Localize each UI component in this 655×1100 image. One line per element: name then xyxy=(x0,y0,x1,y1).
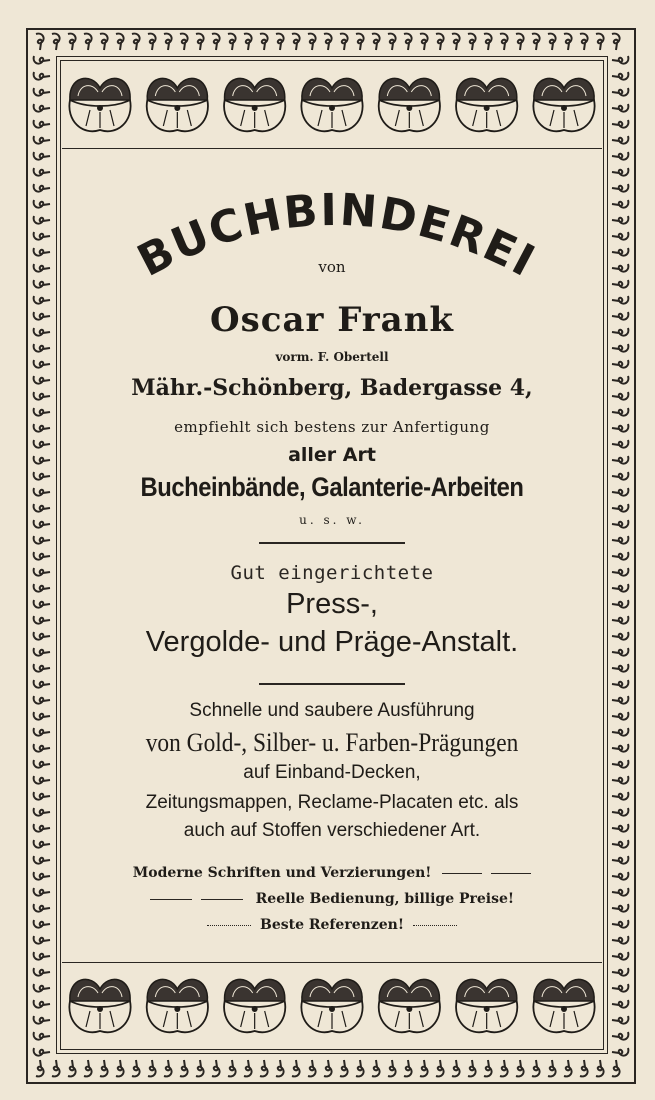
curl-ornament xyxy=(612,216,628,224)
curl-ornament xyxy=(34,216,50,224)
curl-ornament xyxy=(612,1016,628,1024)
top-ornament-strip xyxy=(30,30,632,52)
curl-ornament xyxy=(612,248,628,256)
curl-ornament xyxy=(34,312,50,320)
curl-ornament xyxy=(34,120,50,128)
curl-ornament xyxy=(34,104,50,112)
curl-ornament xyxy=(180,34,188,50)
curl-ornament xyxy=(276,34,284,50)
curl-ornament xyxy=(612,584,628,592)
stamping-text: von Gold-, Silber- u. Farben-Prägungen xyxy=(145,728,519,757)
curl-ornament xyxy=(500,34,508,50)
curl-ornament xyxy=(34,1000,50,1008)
curl-ornament xyxy=(612,312,628,320)
curl-ornament xyxy=(612,504,628,512)
bottom-flower-band xyxy=(62,965,602,1049)
curl-ornament xyxy=(34,696,50,704)
equipped-text: Gut eingerichtete xyxy=(230,562,434,584)
curl-ornament xyxy=(34,344,50,352)
curl-ornament xyxy=(612,408,628,416)
curl-ornament xyxy=(500,1060,508,1076)
curl-ornament xyxy=(612,280,628,288)
curl-ornament xyxy=(612,696,628,704)
right-ornament-strip xyxy=(608,52,632,1058)
curl-ornament xyxy=(612,664,628,672)
curl-ornament xyxy=(34,792,50,800)
curl-ornament xyxy=(34,856,50,864)
flower-ornament xyxy=(224,979,285,1032)
flower-ornament xyxy=(147,78,208,131)
references-text xyxy=(62,917,602,933)
curl-ornament xyxy=(34,744,50,752)
curl-ornament xyxy=(612,648,628,656)
curl-ornament xyxy=(580,34,588,50)
curl-ornament xyxy=(34,392,50,400)
dash-line xyxy=(207,925,251,926)
curl-ornament xyxy=(34,56,50,64)
curl-ornament xyxy=(34,584,50,592)
curl-ornament xyxy=(420,34,428,50)
curl-ornament xyxy=(34,616,50,624)
curl-ornament xyxy=(612,888,628,896)
curl-ornament xyxy=(612,200,628,208)
left-ornament-strip xyxy=(30,52,54,1058)
curl-ornament xyxy=(612,1048,628,1056)
curl-ornament xyxy=(612,88,628,96)
curl-ornament xyxy=(292,34,300,50)
curl-ornament xyxy=(100,1060,108,1076)
curl-ornament xyxy=(212,1060,220,1076)
curl-ornament xyxy=(596,1060,604,1076)
curl-ornament xyxy=(612,152,628,160)
curl-ornament xyxy=(612,488,628,496)
bottom-ornament-strip xyxy=(30,1058,632,1080)
curl-ornament xyxy=(612,104,628,112)
curl-ornament xyxy=(34,648,50,656)
dash-line xyxy=(150,899,192,900)
curl-ornament xyxy=(612,1060,620,1076)
curl-ornament xyxy=(596,34,604,50)
curl-ornament xyxy=(324,34,332,50)
curl-ornament xyxy=(116,1060,124,1076)
curl-ornament xyxy=(612,536,628,544)
curl-ornament xyxy=(612,184,628,192)
curl-ornament xyxy=(532,34,540,50)
flower-ornament xyxy=(456,78,517,131)
curl-ornament xyxy=(420,1060,428,1076)
curl-ornament xyxy=(148,34,156,50)
curl-ornament xyxy=(34,328,50,336)
curl-ornament xyxy=(612,952,628,960)
curl-ornament xyxy=(34,984,50,992)
usw-text: u. s. w. xyxy=(299,513,365,527)
curl-ornament xyxy=(244,34,252,50)
curl-ornament xyxy=(388,1060,396,1076)
curl-ornament xyxy=(34,376,50,384)
curl-ornament xyxy=(34,520,50,528)
flower-ornament xyxy=(533,979,594,1032)
curl-ornament xyxy=(612,904,628,912)
von-text: von xyxy=(318,258,346,276)
curl-ornament xyxy=(34,632,50,640)
address-text: Mähr.-Schönberg, Badergasse 4, xyxy=(131,375,533,401)
curl-ornament xyxy=(36,1060,44,1076)
curl-ornament xyxy=(34,536,50,544)
curl-ornament xyxy=(212,34,220,50)
curl-ornament xyxy=(612,872,628,880)
curl-ornament xyxy=(244,1060,252,1076)
curl-ornament xyxy=(34,952,50,960)
curl-ornament xyxy=(612,1000,628,1008)
curl-ornament xyxy=(404,34,412,50)
curl-ornament xyxy=(436,1060,444,1076)
curl-ornament xyxy=(612,616,628,624)
curl-ornament xyxy=(612,328,628,336)
curl-ornament xyxy=(484,34,492,50)
curl-ornament xyxy=(292,1060,300,1076)
curl-ornament xyxy=(612,728,628,736)
curl-ornament xyxy=(612,856,628,864)
curl-ornament xyxy=(34,840,50,848)
dash-line xyxy=(413,925,457,926)
curl-ornament xyxy=(612,56,628,64)
curl-ornament xyxy=(276,1060,284,1076)
curl-ornament xyxy=(612,168,628,176)
curl-ornament xyxy=(356,1060,364,1076)
curl-ornament xyxy=(34,152,50,160)
curl-ornament xyxy=(308,34,316,50)
curl-ornament xyxy=(612,776,628,784)
covers-text: auf Einband-Decken, xyxy=(243,762,421,783)
curl-ornament xyxy=(324,1060,332,1076)
curl-ornament xyxy=(100,34,108,50)
curl-ornament xyxy=(612,632,628,640)
short-rule xyxy=(259,542,405,544)
products-text: Bucheinbände, Galanterie-Arbeiten xyxy=(140,472,524,502)
curl-ornament xyxy=(612,568,628,576)
curl-ornament xyxy=(52,34,60,50)
curl-ornament xyxy=(468,1060,476,1076)
curl-ornament xyxy=(372,1060,380,1076)
curl-ornament xyxy=(612,424,628,432)
curl-ornament xyxy=(612,920,628,928)
curl-ornament xyxy=(612,344,628,352)
curl-ornament xyxy=(612,34,620,50)
fast-text: Schnelle und saubere Ausführung xyxy=(189,700,475,721)
curl-ornament xyxy=(34,568,50,576)
curl-ornament xyxy=(34,760,50,768)
folders-text: Zeitungsmappen, Reclame-Placaten etc. als xyxy=(145,792,519,813)
recommends-text: empfiehlt sich bestens zur Anfertigung xyxy=(174,418,490,436)
curl-ornament xyxy=(612,968,628,976)
curl-ornament xyxy=(548,1060,556,1076)
curl-ornament xyxy=(260,34,268,50)
curl-ornament xyxy=(34,664,50,672)
curl-ornament xyxy=(196,1060,204,1076)
flower-ornament xyxy=(69,78,130,131)
curl-ornament xyxy=(34,936,50,944)
curl-ornament xyxy=(34,184,50,192)
curl-ornament xyxy=(180,1060,188,1076)
flower-ornament xyxy=(456,979,517,1032)
flower-ornament xyxy=(533,78,594,131)
fabrics-text: auch auf Stoffen verschiedener Art. xyxy=(183,820,481,841)
curl-ornament xyxy=(452,1060,460,1076)
curl-ornament xyxy=(612,456,628,464)
modern-fonts-text xyxy=(62,865,602,881)
curl-ornament xyxy=(132,1060,140,1076)
curl-ornament xyxy=(34,168,50,176)
curl-ornament xyxy=(34,504,50,512)
service-text xyxy=(62,891,602,907)
flower-ornament xyxy=(379,979,440,1032)
curl-ornament xyxy=(34,600,50,608)
curl-ornament xyxy=(34,72,50,80)
curl-ornament xyxy=(34,552,50,560)
curl-ornament xyxy=(516,1060,524,1076)
arched-title xyxy=(62,150,602,310)
title-text: BUCHBINDEREI xyxy=(129,184,545,288)
curl-ornament xyxy=(36,34,44,50)
curl-ornament xyxy=(260,1060,268,1076)
curl-ornament xyxy=(34,456,50,464)
curl-ornament xyxy=(34,296,50,304)
curl-ornament xyxy=(34,920,50,928)
curl-ornament xyxy=(612,680,628,688)
curl-ornament xyxy=(34,1032,50,1040)
short-rule xyxy=(259,683,405,685)
curl-ornament xyxy=(84,34,92,50)
curl-ornament xyxy=(532,1060,540,1076)
modern-fonts-label: Moderne Schriften und Verzierungen! xyxy=(132,865,432,881)
curl-ornament xyxy=(564,1060,572,1076)
curl-ornament xyxy=(34,680,50,688)
top-flower-band xyxy=(62,64,602,148)
curl-ornament xyxy=(308,1060,316,1076)
curl-ornament xyxy=(612,1032,628,1040)
flower-ornament xyxy=(301,78,362,131)
curl-ornament xyxy=(196,34,204,50)
curl-ornament xyxy=(436,34,444,50)
curl-ornament xyxy=(34,888,50,896)
curl-ornament xyxy=(612,936,628,944)
curl-ornament xyxy=(612,792,628,800)
dash-line xyxy=(491,873,531,874)
curl-ornament xyxy=(612,360,628,368)
curl-ornament xyxy=(68,1060,76,1076)
curl-ornament xyxy=(612,120,628,128)
curl-ornament xyxy=(612,72,628,80)
curl-ornament xyxy=(612,824,628,832)
curl-ornament xyxy=(612,136,628,144)
curl-ornament xyxy=(612,472,628,480)
curl-ornament xyxy=(612,232,628,240)
gilding-text: Vergolde- und Präge-Anstalt. xyxy=(145,626,519,658)
curl-ornament xyxy=(34,264,50,272)
curl-ornament xyxy=(484,1060,492,1076)
curl-ornament xyxy=(356,34,364,50)
curl-ornament xyxy=(34,472,50,480)
curl-ornament xyxy=(612,744,628,752)
curl-ornament xyxy=(612,376,628,384)
curl-ornament xyxy=(84,1060,92,1076)
curl-ornament xyxy=(612,440,628,448)
curl-ornament xyxy=(132,34,140,50)
curl-ornament xyxy=(564,34,572,50)
curl-ornament xyxy=(34,424,50,432)
formerly-text: vorm. F. Obertell xyxy=(275,350,389,364)
curl-ornament xyxy=(452,34,460,50)
curl-ornament xyxy=(34,248,50,256)
curl-ornament xyxy=(34,88,50,96)
curl-ornament xyxy=(468,34,476,50)
divider-line xyxy=(62,962,602,963)
curl-ornament xyxy=(612,760,628,768)
curl-ornament xyxy=(612,520,628,528)
curl-ornament xyxy=(612,264,628,272)
curl-ornament xyxy=(612,296,628,304)
curl-ornament xyxy=(612,600,628,608)
press-text: Press-, xyxy=(286,588,378,620)
flower-ornament xyxy=(147,979,208,1032)
references-label: Beste Referenzen! xyxy=(260,917,404,933)
curl-ornament xyxy=(580,1060,588,1076)
curl-ornament xyxy=(228,34,236,50)
curl-ornament xyxy=(372,34,380,50)
curl-ornament xyxy=(228,1060,236,1076)
curl-ornament xyxy=(34,232,50,240)
curl-ornament xyxy=(388,34,396,50)
service-label: Reelle Bedienung, billige Preise! xyxy=(255,891,515,907)
curl-ornament xyxy=(548,34,556,50)
curl-ornament xyxy=(148,1060,156,1076)
curl-ornament xyxy=(340,1060,348,1076)
curl-ornament xyxy=(116,34,124,50)
curl-ornament xyxy=(34,1048,50,1056)
curl-ornament xyxy=(52,1060,60,1076)
flower-ornament xyxy=(224,78,285,131)
flower-ornament xyxy=(301,979,362,1032)
dash-line xyxy=(201,899,243,900)
curl-ornament xyxy=(34,440,50,448)
curl-ornament xyxy=(34,200,50,208)
curl-ornament xyxy=(34,776,50,784)
flower-ornament xyxy=(69,979,130,1032)
curl-ornament xyxy=(34,280,50,288)
owner-name: Oscar Frank xyxy=(209,300,454,340)
curl-ornament xyxy=(34,712,50,720)
curl-ornament xyxy=(164,1060,172,1076)
all-kinds-text: aller Art xyxy=(288,444,376,466)
divider-line xyxy=(62,148,602,149)
curl-ornament xyxy=(34,136,50,144)
curl-ornament xyxy=(34,824,50,832)
curl-ornament xyxy=(612,552,628,560)
curl-ornament xyxy=(34,408,50,416)
curl-ornament xyxy=(34,968,50,976)
curl-ornament xyxy=(34,488,50,496)
curl-ornament xyxy=(34,872,50,880)
curl-ornament xyxy=(34,808,50,816)
curl-ornament xyxy=(34,728,50,736)
curl-ornament xyxy=(516,34,524,50)
curl-ornament xyxy=(34,1016,50,1024)
curl-ornament xyxy=(612,840,628,848)
curl-ornament xyxy=(34,360,50,368)
flower-ornament xyxy=(379,78,440,131)
curl-ornament xyxy=(612,984,628,992)
curl-ornament xyxy=(404,1060,412,1076)
curl-ornament xyxy=(612,392,628,400)
curl-ornament xyxy=(612,808,628,816)
dash-line xyxy=(442,873,482,874)
curl-ornament xyxy=(612,712,628,720)
curl-ornament xyxy=(34,904,50,912)
curl-ornament xyxy=(164,34,172,50)
curl-ornament xyxy=(340,34,348,50)
curl-ornament xyxy=(68,34,76,50)
